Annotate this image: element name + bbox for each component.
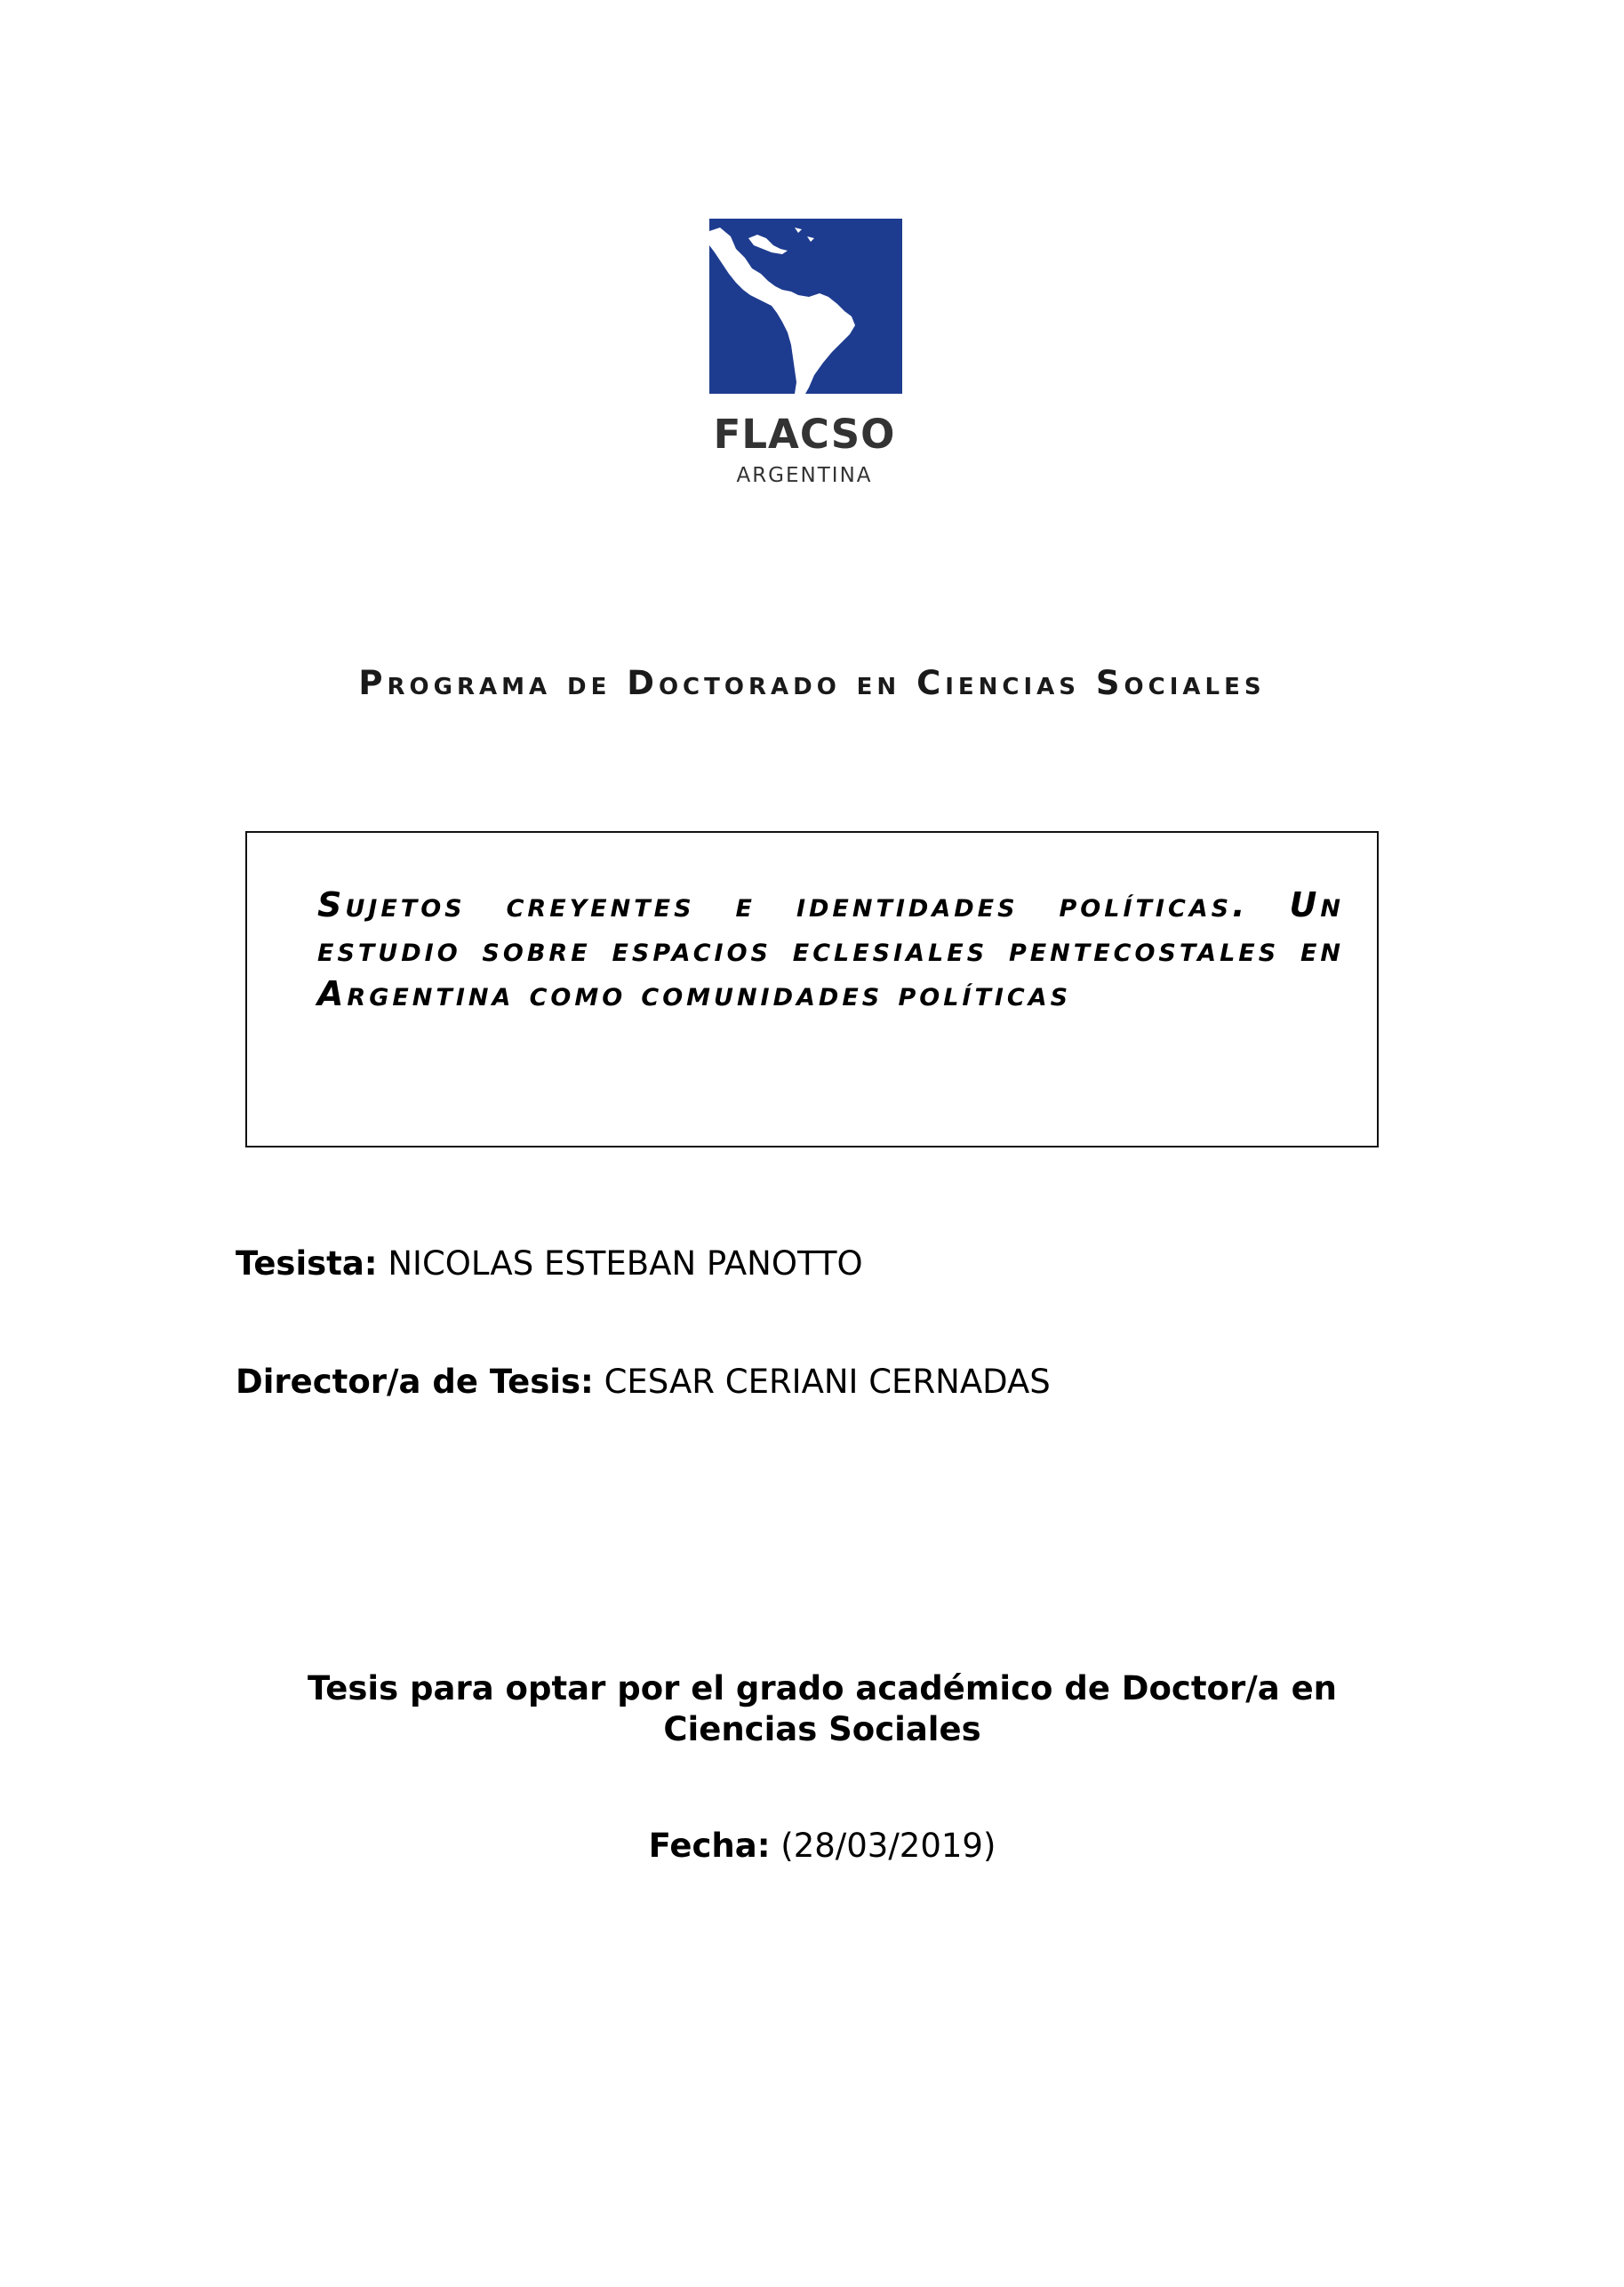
flacso-logo [709,219,902,394]
director-value: CESAR CERIANI CERNADAS [604,1363,1051,1401]
director-label: Director/a de Tesis: [236,1363,594,1401]
logo-subname: ARGENTINA [736,464,873,487]
tesista-field [236,1244,863,1283]
tesista-label: Tesista: [236,1244,378,1283]
date-label: Fecha: [648,1827,771,1865]
degree-line-2: Ciencias Sociales [663,1710,981,1748]
program-heading: Programa de Doctorado en Ciencias Sociales [358,664,1266,702]
thesis-title: Sujetos creyentes e identidades políticas. Un estudio sobre espacios eclesiales pentecostales en Argentina como comunidades políticas [317,885,1344,1013]
date-field [0,1827,1624,1865]
tesista-value: NICOLAS ESTEBAN PANOTTO [388,1244,863,1283]
degree-statement [0,1668,1624,1750]
director-field [236,1363,1051,1401]
degree-line-1: Tesis para optar por el grado académico de Doctor/a en [307,1669,1338,1707]
logo-name: FLACSO [713,411,896,458]
latin-america-map-icon [709,219,902,394]
date-value: (28/03/2019) [780,1827,996,1865]
